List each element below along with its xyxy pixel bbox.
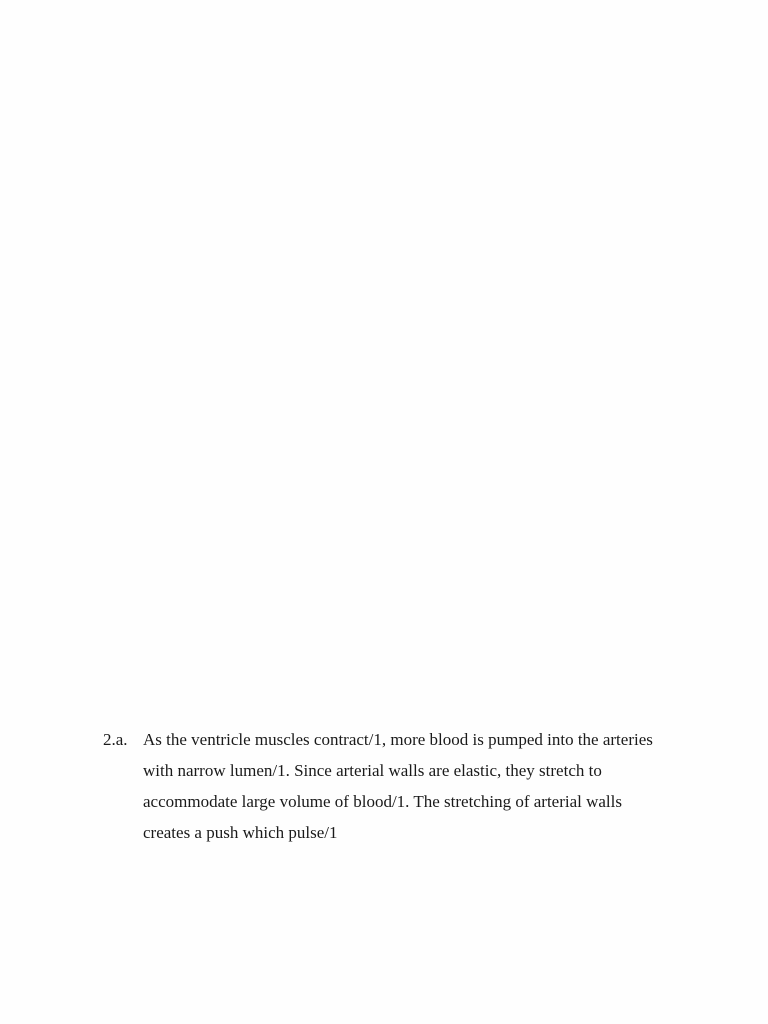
answer-text-line-3: accommodate large volume of blood/1. The stretching of arterial walls: [143, 792, 622, 811]
answer-line-2: [103, 759, 723, 790]
answer-line-4: [103, 821, 723, 852]
answer-line-1: [103, 728, 723, 759]
answer-text-line-2: with narrow lumen/1. Since arterial walls are elastic, they stretch to: [143, 761, 602, 780]
answer-text-line-4: creates a push which pulse/1: [143, 823, 338, 842]
answer-text-line-1: As the ventricle muscles contract/1, more blood is pumped into the arteries: [143, 730, 653, 749]
answer-2a: [103, 728, 723, 852]
answer-line-3: [103, 790, 723, 821]
question-number: 2.a.: [103, 730, 128, 749]
